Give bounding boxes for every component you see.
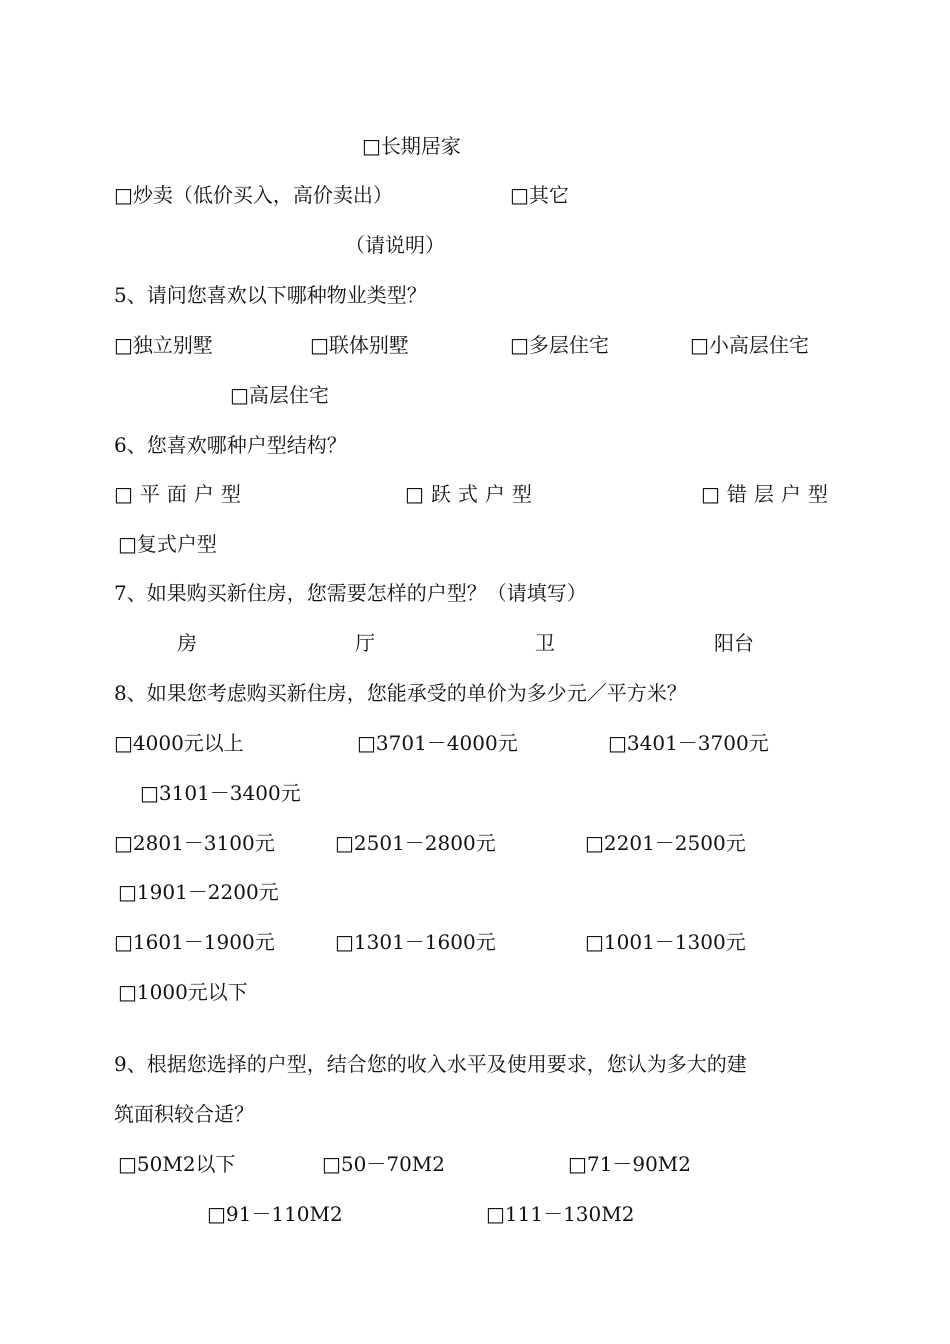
option-area-50-70[interactable]: □50－70M2 xyxy=(322,1152,445,1176)
option-townhouse[interactable]: □联体别墅 xyxy=(310,333,409,357)
option-price-1301-1600[interactable]: □1301－1600元 xyxy=(335,930,496,954)
option-price-1001-1300[interactable]: □1001－1300元 xyxy=(585,930,746,954)
explain-note: （请说明） xyxy=(345,233,445,257)
option-area-50-down[interactable]: □50M2以下 xyxy=(118,1152,236,1176)
question-9-line-1: 9、根据您选择的户型，结合您的收入水平及使用要求，您认为多大的建 xyxy=(114,1052,747,1076)
option-price-2201-2500[interactable]: □2201－2500元 xyxy=(585,831,746,855)
option-multi-storey[interactable]: □多层住宅 xyxy=(510,333,609,357)
option-price-3701-4000[interactable]: □3701－4000元 xyxy=(357,731,518,755)
option-price-2501-2800[interactable]: □2501－2800元 xyxy=(335,831,496,855)
question-6: 6、您喜欢哪种户型结构？ xyxy=(114,433,347,457)
option-price-4000-up[interactable]: □4000元以上 xyxy=(114,731,244,755)
option-price-1601-1900[interactable]: □1601－1900元 xyxy=(114,930,275,954)
option-price-3401-3700[interactable]: □3401－3700元 xyxy=(608,731,769,755)
option-area-71-90[interactable]: □71－90M2 xyxy=(568,1152,691,1176)
option-price-2801-3100[interactable]: □2801－3100元 xyxy=(114,831,275,855)
question-5: 5、请问您喜欢以下哪种物业类型？ xyxy=(114,283,427,307)
blank-halls[interactable]: 厅 xyxy=(355,631,375,655)
option-mid-rise[interactable]: □小高层住宅 xyxy=(690,333,809,357)
option-area-91-110[interactable]: □91－110M2 xyxy=(207,1202,343,1226)
blank-rooms[interactable]: 房 xyxy=(177,631,197,655)
option-flat-layout[interactable]: □平面户型 xyxy=(114,482,248,506)
option-jump-layout[interactable]: □跃式户型 xyxy=(405,482,539,506)
option-high-rise[interactable]: □高层住宅 xyxy=(230,383,329,407)
question-9-line-2: 筑面积较合适？ xyxy=(114,1102,254,1126)
option-long-term-residence[interactable]: □长期居家 xyxy=(362,134,461,158)
option-price-1000-down[interactable]: □1000元以下 xyxy=(118,980,248,1004)
blank-balconies[interactable]: 阳台 xyxy=(714,631,754,655)
blank-bathrooms[interactable]: 卫 xyxy=(535,631,555,655)
option-detached-villa[interactable]: □独立别墅 xyxy=(114,333,213,357)
option-price-3101-3400[interactable]: □3101－3400元 xyxy=(140,781,301,805)
option-other[interactable]: □其它 xyxy=(510,183,569,207)
question-7: 7、如果购买新住房，您需要怎样的户型？（请填写） xyxy=(114,581,587,605)
option-area-111-130[interactable]: □111－130M2 xyxy=(486,1202,635,1226)
option-price-1901-2200[interactable]: □1901－2200元 xyxy=(118,880,279,904)
option-speculate[interactable]: □炒卖（低价买入，高价卖出） xyxy=(114,183,393,207)
option-duplex-layout[interactable]: □复式户型 xyxy=(118,532,217,556)
question-8: 8、如果您考虑购买新住房，您能承受的单价为多少元／平方米？ xyxy=(114,681,687,705)
option-split-level-layout[interactable]: □错层户型 xyxy=(701,482,835,506)
